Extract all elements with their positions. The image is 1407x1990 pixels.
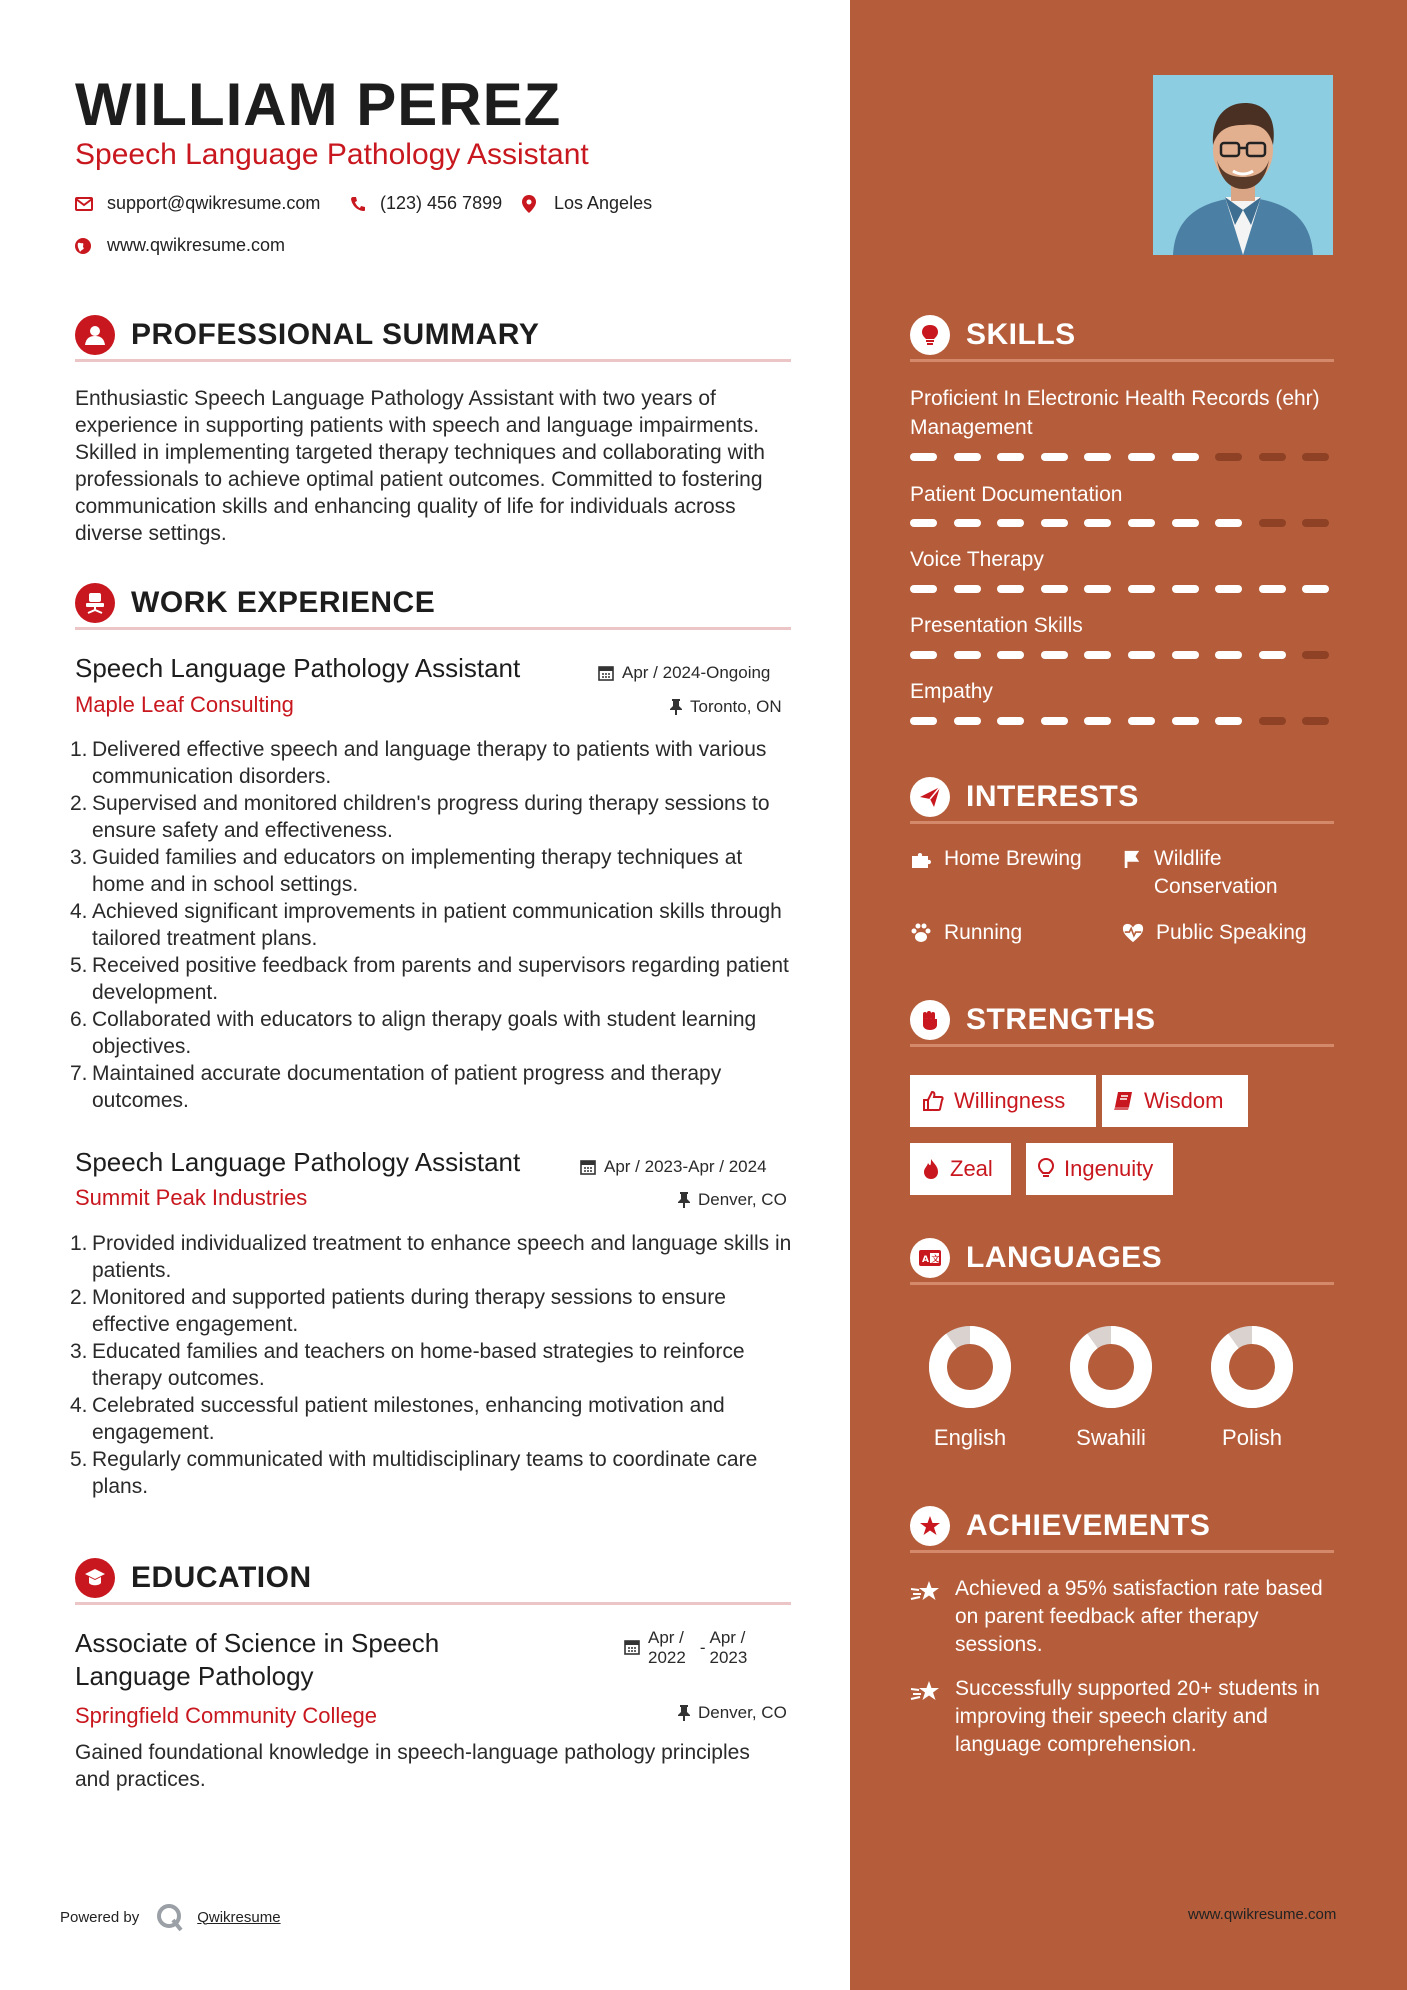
skill-dot-filled	[1172, 585, 1199, 593]
skill-dot-filled	[1041, 585, 1068, 593]
achievements-heading: ACHIEVEMENTS	[966, 1508, 1211, 1542]
skill-dot-filled	[1084, 651, 1111, 659]
candidate-name: WILLIAM PEREZ	[75, 71, 562, 138]
job-2-dates: Apr / 2023-Apr / 2024	[580, 1157, 767, 1177]
phone-text: (123) 456 7899	[380, 193, 503, 213]
list-item: 2. Supervised and monitored children's progress during therapy sessions to ensure safety and effectiveness.	[70, 792, 770, 842]
education-location: Denver, CO	[678, 1703, 787, 1723]
lightbulb-icon	[910, 315, 950, 355]
skill-dot-filled	[997, 585, 1024, 593]
skill-dot-empty	[1302, 717, 1329, 725]
thumbs-up-icon	[922, 1090, 944, 1112]
skill-dot-filled	[1084, 585, 1111, 593]
skill-dot-filled	[1128, 585, 1155, 593]
skill-4-level	[910, 651, 1334, 659]
skill-dot-filled	[954, 519, 981, 527]
strength-badge: Ingenuity	[1026, 1143, 1173, 1195]
list-item: 4. Achieved significant improvements in patient communication skills through tailored treatment plans.	[70, 900, 782, 950]
language-ring-english	[928, 1325, 1012, 1409]
job-1-bullets	[70, 736, 792, 1114]
skill-dot-filled	[997, 651, 1024, 659]
skill-dot-filled	[1215, 651, 1242, 659]
shooting-star-icon	[910, 1679, 942, 1705]
job-1-company: Maple Leaf Consulting	[75, 692, 294, 717]
skill-dot-filled	[1215, 519, 1242, 527]
flag-icon	[1122, 848, 1142, 870]
svg-text:文: 文	[931, 1254, 940, 1263]
skill-dot-filled	[910, 585, 937, 593]
skill-dot-filled	[1128, 453, 1155, 461]
education-description: Gained foundational knowledge in speech-language pathology principles and practices.	[75, 1741, 750, 1791]
skill-dot-filled	[1128, 717, 1155, 725]
paper-plane-icon	[910, 777, 950, 817]
skill-dot-empty	[1302, 519, 1329, 527]
skill-dot-empty	[1302, 453, 1329, 461]
languages-heading: LANGUAGES	[966, 1240, 1163, 1274]
language-label: Swahili	[1076, 1425, 1146, 1450]
skill-5-level	[910, 717, 1334, 725]
achievement-item: Achieved a 95% satisfaction rate based on parent feedback after therapy sessions.	[910, 1575, 1330, 1659]
paw-icon	[910, 922, 932, 944]
language-ring-fill	[938, 1335, 1002, 1399]
interests-section-header	[910, 772, 1334, 824]
interest-item: Wildlife Conservation	[1122, 845, 1332, 901]
skill-2-level	[910, 519, 1334, 527]
office-chair-icon	[75, 583, 115, 623]
job-2-company: Summit Peak Industries	[75, 1185, 308, 1210]
list-item: 1. Provided individualized treatment to enhance speech and language skills in patients.	[70, 1232, 792, 1282]
skill-dot-filled	[997, 717, 1024, 725]
experience-section-header	[75, 578, 791, 630]
phone-icon	[350, 196, 366, 212]
skill-4-name: Presentation Skills	[910, 614, 1083, 637]
skill-5-name: Empathy	[910, 680, 993, 703]
skill-dot-filled	[910, 717, 937, 725]
list-item: 4. Celebrated successful patient milestones, enhancing motivation and engagement.	[70, 1394, 725, 1444]
strengths-section-header	[910, 995, 1334, 1047]
translate-icon	[910, 1238, 950, 1278]
pushpin-icon	[678, 1705, 690, 1721]
education-dates: Apr / 2022 - Apr / 2023	[624, 1628, 747, 1668]
footer-powered: Powered by Qwikresume	[60, 1902, 281, 1932]
contact-website[interactable]	[75, 235, 285, 256]
skill-dot-empty	[1302, 651, 1329, 659]
skill-dot-filled	[1172, 519, 1199, 527]
fist-icon	[910, 1000, 950, 1040]
language-label: English	[933, 1425, 1007, 1450]
education-school: Springfield Community College	[75, 1703, 378, 1728]
achievements-section-header	[910, 1501, 1334, 1553]
skill-dot-filled	[1041, 717, 1068, 725]
list-item: 6. Collaborated with educators to align therapy goals with student learning objectives.	[70, 1008, 757, 1058]
list-item: 5. Received positive feedback from parents and supervisors regarding patient development.	[70, 954, 789, 1004]
skill-dot-empty	[1215, 453, 1242, 461]
pushpin-icon	[678, 1192, 690, 1208]
skill-dot-filled	[1084, 453, 1111, 461]
skill-dot-filled	[910, 651, 937, 659]
skill-dot-filled	[954, 651, 981, 659]
summary-heading: PROFESSIONAL SUMMARY	[131, 317, 540, 351]
interest-item: Home Brewing	[910, 845, 1082, 873]
interest-item: Running	[910, 919, 1022, 947]
email-text: support@qwikresume.com	[107, 193, 321, 213]
skill-dot-filled	[1302, 585, 1329, 593]
experience-heading: WORK EXPERIENCE	[131, 585, 436, 619]
profile-photo	[1153, 75, 1333, 255]
envelope-icon	[75, 197, 93, 211]
skill-dot-empty	[1259, 519, 1286, 527]
job-1-dates: Apr / 2024-Ongoing	[598, 663, 770, 683]
skill-dot-filled	[1215, 717, 1242, 725]
globe-icon	[75, 238, 91, 254]
language-ring-fill	[1079, 1335, 1143, 1399]
skill-dot-filled	[910, 519, 937, 527]
book-icon	[1114, 1091, 1134, 1111]
skill-dot-empty	[1259, 453, 1286, 461]
interests-heading: INTERESTS	[966, 779, 1139, 813]
language-ring-polish	[1210, 1325, 1294, 1409]
map-pin-icon	[522, 195, 536, 213]
skill-dot-filled	[997, 453, 1024, 461]
education-section-header	[75, 1553, 791, 1605]
job-2-location: Denver, CO	[678, 1190, 787, 1210]
skill-1-name: Proficient In Electronic Health Records (ehr) Management	[910, 387, 1320, 439]
candidate-title: Speech Language Pathology Assistant	[75, 138, 589, 171]
skill-dot-filled	[1259, 585, 1286, 593]
achievement-item: Successfully supported 20+ students in improving their speech clarity and language comprehension.	[910, 1675, 1330, 1759]
list-item: 1. Delivered effective speech and language therapy to patients with various communication disorders.	[70, 738, 767, 788]
skill-dot-filled	[1172, 717, 1199, 725]
skill-3-name: Voice Therapy	[910, 548, 1044, 571]
list-item: 3. Educated families and teachers on home-based strategies to reinforce therapy outcomes.	[70, 1340, 745, 1390]
contact-email[interactable]	[75, 193, 320, 214]
language-ring-fill	[1220, 1335, 1284, 1399]
strength-badge: Willingness	[910, 1075, 1096, 1127]
skill-1-level	[910, 453, 1334, 461]
footer-site[interactable]: www.qwikresume.com	[1188, 1906, 1337, 1923]
skills-heading: SKILLS	[966, 317, 1076, 351]
svg-text:A: A	[922, 1254, 929, 1265]
contact-phone[interactable]	[350, 193, 502, 214]
job-2-bullets	[70, 1230, 792, 1500]
skills-section-header	[910, 310, 1334, 362]
qwikresume-logo-icon	[155, 1902, 185, 1932]
pushpin-icon	[670, 699, 682, 715]
contact-location	[522, 193, 652, 214]
star-badge-icon	[910, 1506, 950, 1546]
job-2-title: Speech Language Pathology Assistant	[75, 1147, 521, 1177]
location-text: Los Angeles	[554, 193, 653, 213]
strengths-heading: STRENGTHS	[966, 1002, 1156, 1036]
brand-link[interactable]: Qwikresume	[197, 1908, 281, 1926]
strength-badge: Wisdom	[1102, 1075, 1248, 1127]
skill-dot-filled	[1041, 651, 1068, 659]
calendar-icon	[624, 1639, 640, 1655]
user-icon	[75, 315, 115, 355]
education-heading: EDUCATION	[131, 1560, 312, 1594]
heartbeat-icon	[1122, 922, 1144, 944]
skill-dot-filled	[954, 717, 981, 725]
skill-dot-filled	[1041, 519, 1068, 527]
list-item: 7. Maintained accurate documentation of patient progress and therapy outcomes.	[70, 1062, 722, 1112]
skill-dot-filled	[1259, 651, 1286, 659]
strength-badge: Zeal	[910, 1143, 1011, 1195]
skill-3-level	[910, 585, 1334, 593]
skill-dot-filled	[1128, 651, 1155, 659]
job-1-location: Toronto, ON	[670, 697, 782, 717]
skill-2-name: Patient Documentation	[910, 483, 1123, 506]
skill-dot-filled	[1172, 651, 1199, 659]
skill-dot-filled	[1041, 453, 1068, 461]
list-item: 5. Regularly communicated with multidisciplinary teams to coordinate care plans.	[70, 1448, 758, 1498]
education-degree: Associate of Science in Speech Language Pathology	[75, 1628, 440, 1691]
skill-dot-empty	[1259, 717, 1286, 725]
language-label: Polish	[1222, 1425, 1282, 1450]
skill-dot-filled	[910, 453, 937, 461]
languages-section-header	[910, 1233, 1334, 1285]
summary-text: Enthusiastic Speech Language Pathology Assistant with two years of experience in supporting patients with speech and language impairments. Skilled in implementing targeted therapy techniques and collaborating with professionals to achieve optimal patient outcomes. Committed to fostering communication skills and enhancing quality of life for individuals across diverse settings.	[75, 387, 765, 545]
skill-dot-filled	[1084, 717, 1111, 725]
fire-icon	[922, 1158, 940, 1180]
job-1-title: Speech Language Pathology Assistant	[75, 653, 521, 683]
calendar-icon	[580, 1159, 596, 1175]
list-item: 3. Guided families and educators on implementing therapy techniques at home and in school settings.	[70, 846, 743, 896]
shooting-star-icon	[910, 1579, 942, 1605]
skill-dot-filled	[997, 519, 1024, 527]
graduation-icon	[75, 1558, 115, 1598]
interest-item: Public Speaking	[1122, 919, 1307, 947]
skill-dot-filled	[1128, 519, 1155, 527]
skill-dot-filled	[1172, 453, 1199, 461]
skill-dot-filled	[1084, 519, 1111, 527]
list-item: 2. Monitored and supported patients during therapy sessions to ensure effective engagement.	[70, 1286, 726, 1336]
calendar-icon	[598, 665, 614, 681]
skill-dot-filled	[1215, 585, 1242, 593]
skill-dot-filled	[954, 453, 981, 461]
lightbulb-outline-icon	[1038, 1158, 1054, 1180]
language-ring-swahili	[1069, 1325, 1153, 1409]
summary-section-header	[75, 310, 791, 362]
skill-dot-filled	[954, 585, 981, 593]
website-text: www.qwikresume.com	[107, 235, 286, 255]
puzzle-icon	[910, 848, 932, 870]
